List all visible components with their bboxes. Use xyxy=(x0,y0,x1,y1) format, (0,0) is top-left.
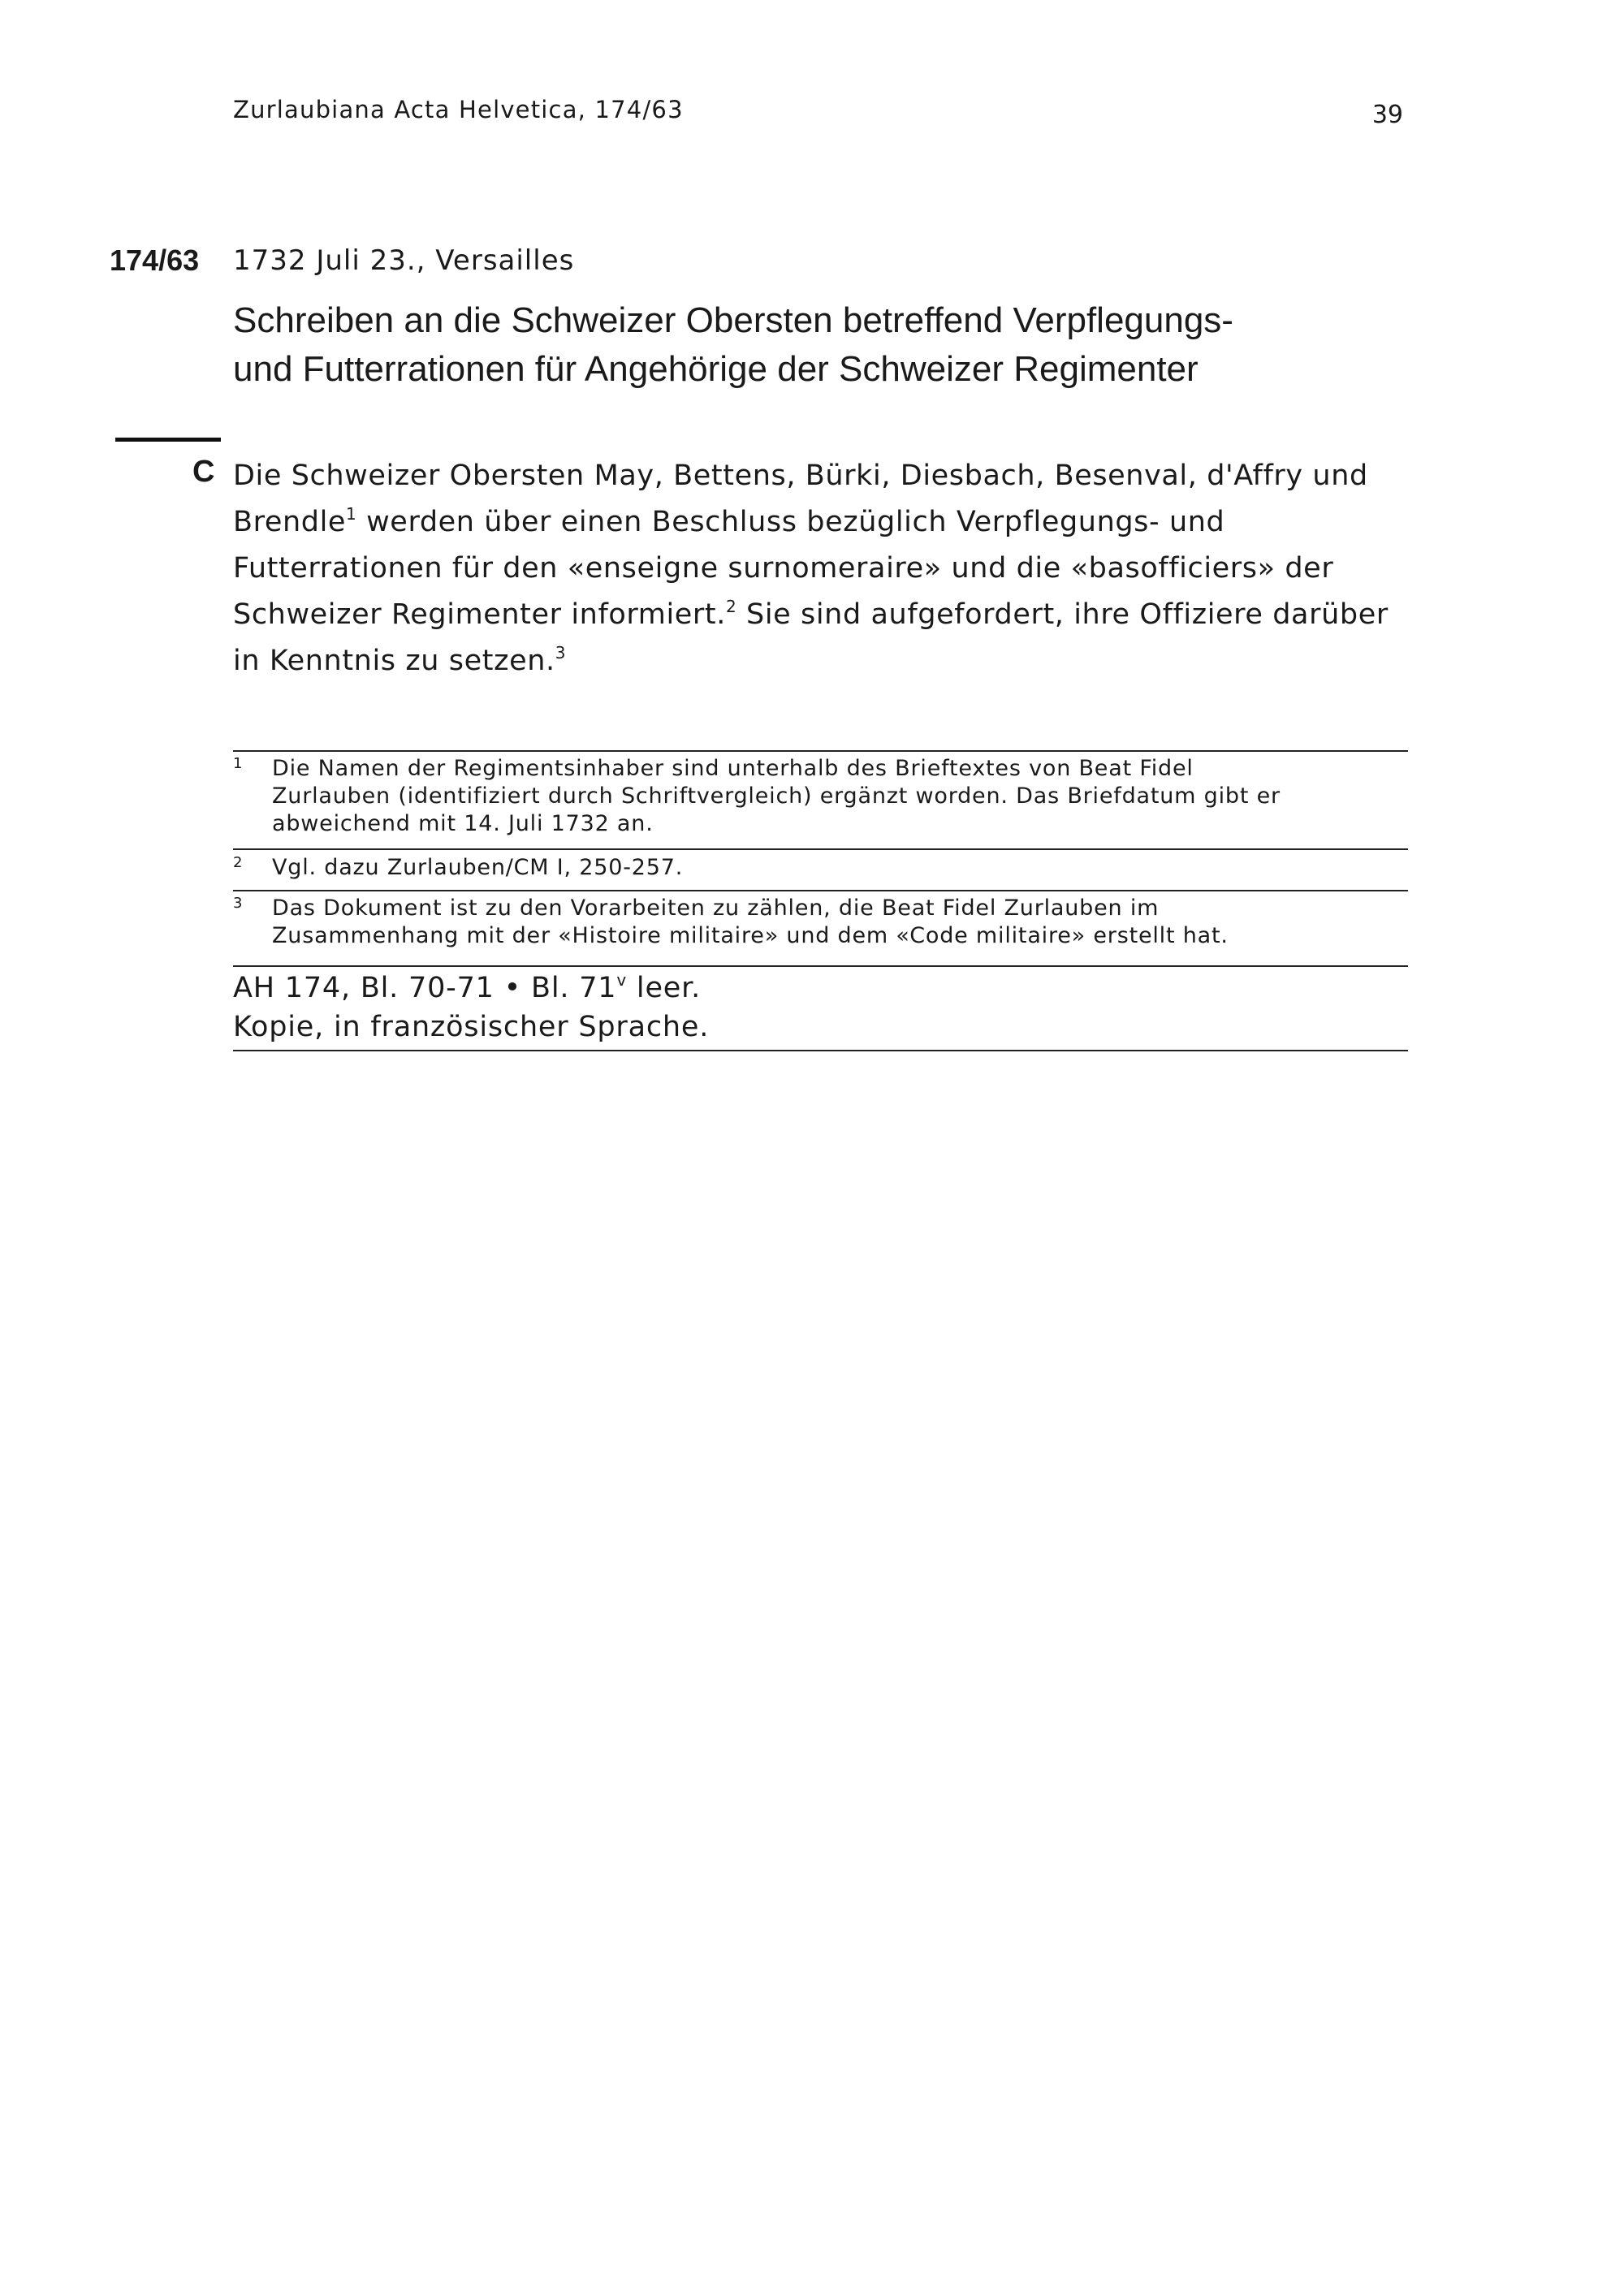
footnote-line: Zusammenhang mit der «Histoire militaire» und dem «Code militaire» erstellt hat. xyxy=(272,923,1229,948)
footnote-ref[interactable]: 1 xyxy=(346,504,357,524)
entry-title-line: Schreiben an die Schweizer Obersten betreffend Verpflegungs- xyxy=(233,300,1233,340)
footnote-line: abweichend mit 14. Juli 1732 an. xyxy=(272,811,654,836)
summary-paragraph xyxy=(233,453,1410,684)
source-text: Kopie, in französischer Sprache. xyxy=(233,1011,710,1043)
entry-title-line: und Futterrationen für Angehörige der Schweizer Regimenter xyxy=(233,349,1199,389)
footnote xyxy=(233,755,1408,844)
summary-text: Sie sind aufgefordert, ihre Offiziere darüber xyxy=(736,598,1389,631)
entry-title xyxy=(233,296,1410,394)
running-title: Zurlaubiana Acta Helvetica, 174/63 xyxy=(233,96,684,123)
summary-text: Schweizer Regimenter informiert. xyxy=(233,598,726,631)
summary-line xyxy=(233,453,1410,499)
footnote-text xyxy=(272,854,1408,882)
footnote-line: Das Dokument ist zu den Vorarbeiten zu zählen, die Beat Fidel Zurlauben im xyxy=(272,896,1160,921)
footnote-ref[interactable]: 2 xyxy=(725,597,737,616)
source-rule xyxy=(233,1050,1408,1051)
summary-line xyxy=(233,638,1410,684)
summary-line xyxy=(233,499,1410,546)
source-line xyxy=(233,1008,1408,1047)
summary-line xyxy=(233,592,1410,638)
section-marker-rule xyxy=(115,438,221,442)
summary-text: Die Schweizer Obersten May, Bettens, Bürki, Diesbach, Besenval, d'Affry und xyxy=(233,460,1368,492)
footnote-rule xyxy=(233,965,1408,967)
verso-sup: v xyxy=(616,970,627,990)
footnote-rule xyxy=(233,890,1408,891)
summary-text: in Kenntnis zu setzen. xyxy=(233,645,555,677)
footnote-ref[interactable]: 3 xyxy=(555,643,567,662)
footnote-text xyxy=(272,755,1408,838)
summary-text: werden über einen Beschluss bezüglich Verpflegungs- und xyxy=(356,506,1225,538)
footnote-line: Vgl. dazu Zurlauben/CM I, 250-257. xyxy=(272,855,684,880)
footnote-mark: 3 xyxy=(233,895,244,912)
footnote xyxy=(233,895,1408,960)
entry-number: 174/63 xyxy=(110,244,200,277)
section-marker-letter: C xyxy=(192,455,215,489)
footnote-mark: 2 xyxy=(233,854,244,871)
footnote-text xyxy=(272,895,1408,950)
page-number: 39 xyxy=(1371,101,1403,129)
footnote-line: Zurlauben (identifiziert durch Schriftvergleich) ergänzt worden. Das Briefdatum gibt er xyxy=(272,783,1281,809)
footnote-rule xyxy=(233,750,1408,752)
summary-line xyxy=(233,546,1410,592)
footnote-rule xyxy=(233,848,1408,850)
source-note xyxy=(233,969,1408,1047)
entry-date-place: 1732 Juli 23., Versailles xyxy=(233,244,575,277)
source-text: leer. xyxy=(627,972,702,1004)
source-text: AH 174, Bl. 70-71 • Bl. 71 xyxy=(233,972,617,1004)
footnote-mark: 1 xyxy=(233,755,244,772)
source-line xyxy=(233,969,1408,1008)
footnote xyxy=(233,854,1408,887)
footnote-line: Die Namen der Regimentsinhaber sind unterhalb des Brieftextes von Beat Fidel xyxy=(272,756,1194,781)
summary-text: Brendle xyxy=(233,506,347,538)
summary-text: Futterrationen für den «enseigne surnomeraire» und die «basofficiers» der xyxy=(233,552,1334,585)
